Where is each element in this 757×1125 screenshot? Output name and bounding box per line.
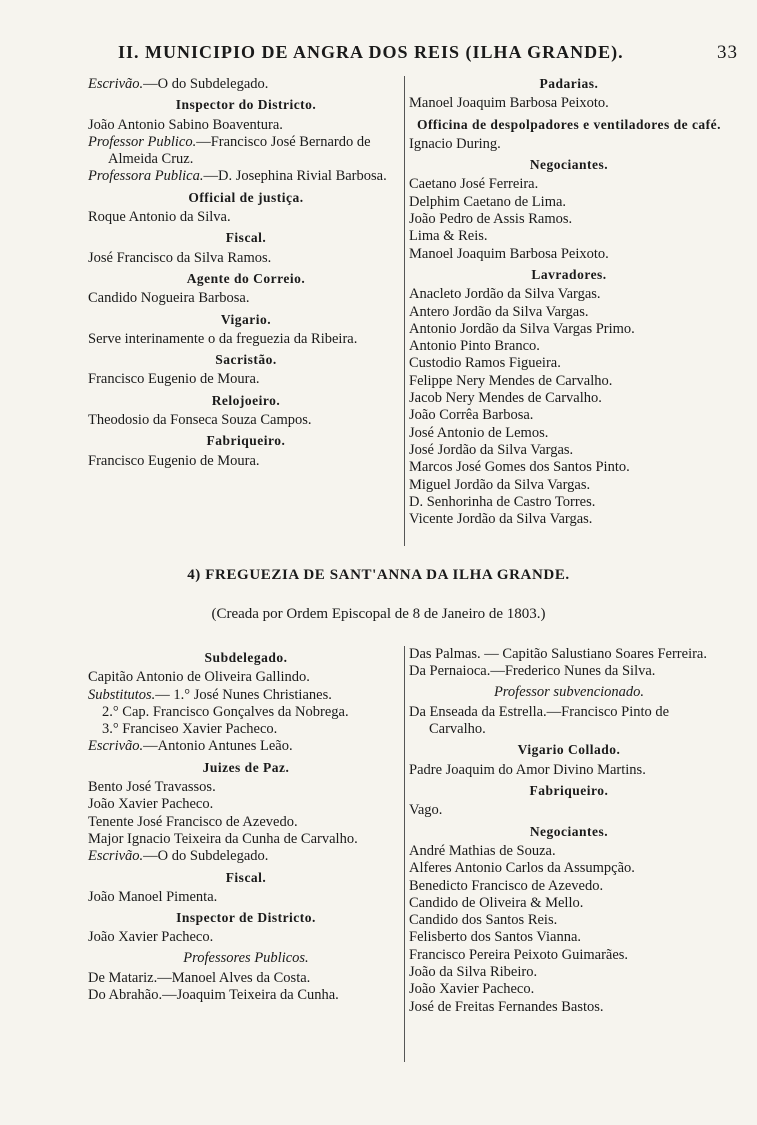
list-item: José Antonio de Lemos. (409, 424, 549, 441)
list-item: Candido de Oliveira & Mello. (409, 894, 584, 911)
section-subtitle: (Creada por Ordem Episcopal de 8 de Janeiro de 1803.) (211, 606, 546, 622)
top-left-column (88, 76, 404, 470)
list-item: Francisco Pereira Peixoto Guimarães. (409, 946, 629, 963)
padarias-name: Manoel Joaquim Barbosa Peixoto. (409, 95, 609, 112)
professor-abrahao: Do Abrahão.—Joaquim Teixeira da Cunha. (88, 987, 339, 1004)
fiscal-heading: Fiscal. (225, 869, 267, 885)
list-item: João Corrêa Barbosa. (409, 407, 534, 424)
escrivao2-label: Escrivão. (88, 848, 144, 865)
subdelegado-name: Capitão Antonio de Oliveira Gallindo. (88, 669, 310, 686)
negociantes-list (409, 176, 729, 262)
section-title: 4) FREGUEZIA DE SANT'ANNA DA ILHA GRANDE. (187, 567, 570, 583)
fabriqueiro-heading: Fabriqueiro. (206, 433, 286, 449)
list-item: João Pedro de Assis Ramos. (409, 211, 573, 228)
lavradores-list (409, 286, 729, 528)
sacristao-name: Francisco Eugenio de Moura. (88, 371, 260, 388)
inspector-name: João Antonio Sabino Boaventura. (88, 116, 283, 133)
negociantes-heading: Negociantes. (529, 157, 609, 173)
list-item: Antonio Pinto Branco. (409, 338, 540, 355)
escrivao-line (88, 738, 404, 755)
list-item: Vicente Jordão da Silva Vargas. (409, 511, 593, 528)
subdelegado-heading: Subdelegado. (204, 650, 288, 665)
list-item: João da Silva Ribeiro. (409, 964, 538, 981)
agente-heading: Agente do Correio. (186, 270, 306, 286)
inspector-name: João Xavier Pacheco. (88, 929, 214, 946)
substitutos-2: 2.° Cap. Francisco Gonçalves da Nobrega. (102, 703, 349, 720)
list-item: Antero Jordão da Silva Vargas. (409, 303, 589, 320)
escrivao-label: Escrivão. (88, 76, 144, 92)
padarias-heading: Padarias. (539, 76, 599, 91)
list-item: Manoel Joaquim Barbosa Peixoto. (409, 245, 609, 262)
professor-label: Professor Publico. (88, 133, 197, 150)
list-item: Tenente José Francisco de Azevedo. (88, 813, 298, 830)
bottom-right-column (409, 646, 729, 1016)
list-item: José Jordão da Silva Vargas. (409, 441, 574, 458)
fiscal-name: João Manoel Pimenta. (88, 888, 218, 905)
fiscal-name: José Francisco da Silva Ramos. (88, 249, 272, 266)
fabriqueiro-name: Vago. (409, 802, 443, 819)
vigario-heading: Vigario. (220, 311, 272, 327)
sacristao-heading: Sacristão. (215, 352, 277, 368)
officina-name: Ignacio During. (409, 135, 501, 152)
fabriqueiro-name: Francisco Eugenio de Moura. (88, 452, 260, 469)
list-item: Jacob Nery Mendes de Carvalho. (409, 390, 602, 407)
negociantes-list (409, 843, 729, 1016)
official-name: Roque Antonio da Silva. (88, 209, 231, 226)
vigario-collado-name: Padre Joaquim do Amor Divino Martins. (409, 761, 646, 778)
substitutos-label: Substitutos. (88, 686, 156, 703)
list-item: Major Ignacio Teixeira da Cunha de Carvalho. (88, 830, 358, 847)
top-column-divider (404, 76, 405, 546)
fabriqueiro-heading: Fabriqueiro. (529, 783, 609, 799)
list-item: José de Freitas Fernandes Bastos. (409, 998, 604, 1015)
list-item: Felisberto dos Santos Vianna. (409, 929, 582, 946)
list-item: Bento José Travassos. (88, 779, 216, 796)
professor-matariz: De Matariz.—Manoel Alves da Costa. (88, 970, 311, 987)
list-item: Candido dos Santos Reis. (409, 912, 558, 929)
escrivao-text: —Antonio Antunes Leão. (143, 738, 293, 755)
professora-line (88, 168, 404, 185)
negociantes-heading: Negociantes. (529, 823, 609, 839)
substitutos-3: 3.° Franciseo Xavier Pacheco. (102, 721, 278, 738)
list-item: João Xavier Pacheco. (409, 981, 535, 998)
professora-text: —D. Josephina Rivial Barbosa. (203, 168, 387, 185)
juizes-heading: Juizes de Paz. (202, 759, 290, 775)
list-item: João Xavier Pacheco. (88, 796, 214, 813)
enseada-line: Da Enseada da Estrella.—Francisco Pinto de Carvalho. (409, 703, 670, 738)
officina-heading: Officina de despolpadores e ventiladores de café. (416, 116, 722, 132)
list-item: Lima & Reis. (409, 228, 488, 245)
list-item: Felippe Nery Mendes de Carvalho. (409, 372, 613, 389)
list-item: Alferes Antonio Carlos da Assumpção. (409, 860, 635, 877)
palmas-line: Das Palmas. — Capitão Salustiano Soares Ferreira. (409, 646, 707, 662)
professor-text: —Francisco José Bernardo de Almeida Cruz. (108, 133, 371, 168)
top-right-column (409, 72, 729, 528)
fiscal-heading: Fiscal. (225, 230, 267, 246)
inspector-heading: Inspector de Districto. (176, 910, 316, 926)
bottom-left-column (88, 646, 404, 1005)
agente-name: Candido Nogueira Barbosa. (88, 290, 250, 307)
pernaioca-line: Da Pernaioca.—Frederico Nunes da Silva. (409, 663, 656, 680)
professora-label: Professora Publica. (88, 168, 204, 185)
relojoeiro-name: Theodosio da Fonseca Souza Campos. (88, 412, 312, 429)
list-item: Marcos José Gomes dos Santos Pinto. (409, 459, 630, 476)
escrivao2-text: —O do Subdelegado. (143, 848, 269, 865)
escrivao-line (88, 76, 404, 93)
escrivao2-line (88, 848, 404, 865)
escrivao-text: —O do Subdelegado. (143, 76, 269, 92)
list-item: Antonio Jordão da Silva Vargas Primo. (409, 320, 635, 337)
substitutos-line (88, 687, 404, 704)
list-item: André Mathias de Souza. (409, 842, 556, 859)
list-item: Delphim Caetano de Lima. (409, 193, 567, 210)
professores-heading: Professores Publicos. (183, 949, 309, 966)
relojoeiro-heading: Relojoeiro. (211, 392, 281, 408)
escrivao-label: Escrivão. (88, 738, 144, 755)
bottom-column-divider (404, 646, 405, 1062)
lavradores-heading: Lavradores. (531, 266, 607, 282)
header-title: II. MUNICIPIO DE ANGRA DOS REIS (ILHA GRANDE). (118, 42, 624, 62)
official-heading: Official de justiça. (188, 189, 304, 205)
list-item: Custodio Ramos Figueira. (409, 355, 561, 372)
list-item: Benedicto Francisco de Azevedo. (409, 877, 604, 894)
professor-subvencionado-heading: Professor subvencionado. (493, 683, 645, 700)
list-item: Miguel Jordão da Silva Vargas. (409, 476, 591, 493)
inspector-heading: Inspector do Districto. (175, 97, 317, 113)
juizes-list (88, 779, 404, 848)
substitutos-1: — 1.° José Nunes Christianes. (155, 686, 332, 703)
vigario-text: Serve interinamente o da freguezia da Ribeira. (88, 330, 358, 347)
page-header (118, 42, 738, 63)
vigario-collado-heading: Vigario Collado. (517, 742, 621, 758)
page-number: 33 (717, 42, 738, 63)
professor-line (88, 134, 404, 169)
list-item: Anacleto Jordão da Silva Vargas. (409, 286, 601, 303)
list-item: Caetano José Ferreira. (409, 176, 539, 193)
list-item: D. Senhorinha de Castro Torres. (409, 493, 596, 510)
